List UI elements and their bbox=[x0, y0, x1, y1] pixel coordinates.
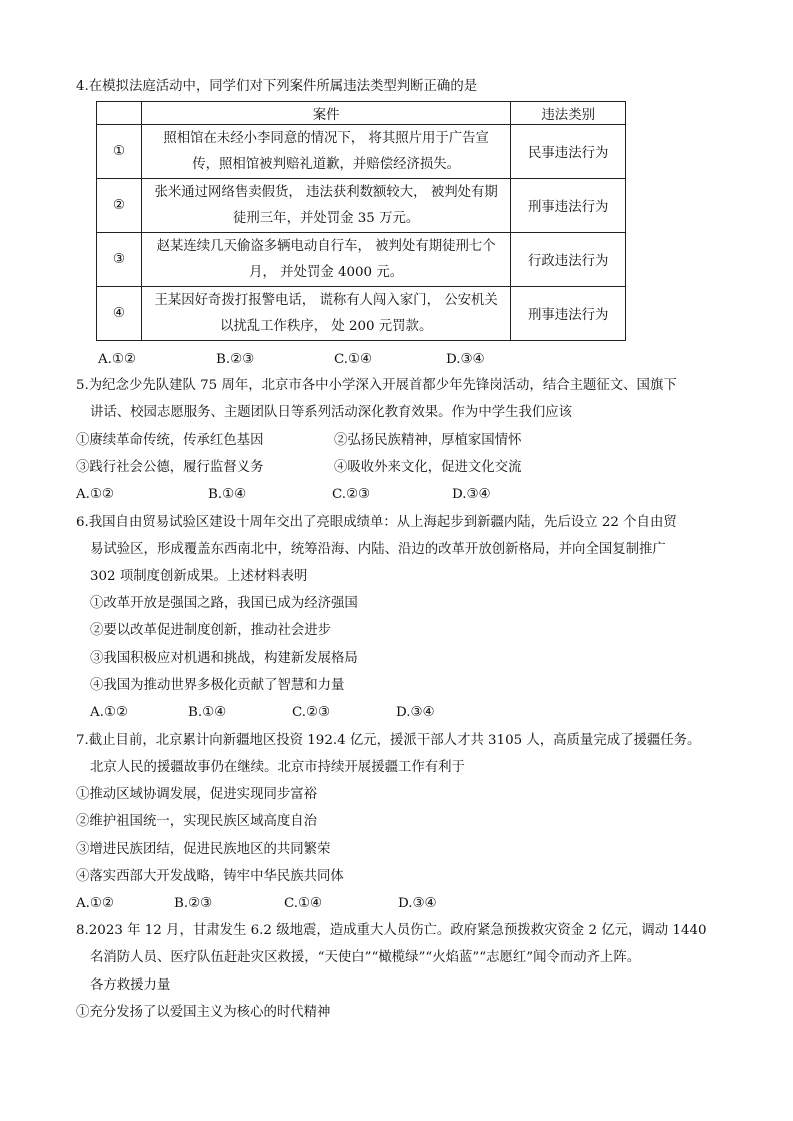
option-c[interactable]: C.②③ bbox=[292, 705, 331, 720]
case-line: 赵某连续几天偷盗多辆电动自行车， 被判处有期徒刑七个 bbox=[156, 238, 496, 254]
option-d[interactable]: D.③④ bbox=[446, 352, 485, 367]
header-case: 案件 bbox=[141, 102, 511, 125]
q7-item-3: ③增进民族团结，促进民族地区的共同繁荣 bbox=[76, 842, 331, 857]
option-b[interactable]: B.①④ bbox=[188, 705, 227, 720]
q5-stem-line2: 讲话、校园志愿服务、主题团队日等系列活动深化教育效果。作为中学生我们应该 bbox=[90, 405, 573, 420]
q6-item-4: ④我国为推动世界多极化贡献了智慧和力量 bbox=[90, 678, 345, 693]
row-num: ① bbox=[97, 125, 142, 179]
table-header-row bbox=[97, 102, 626, 125]
q6-stem-line2: 易试验区，形成覆盖东西南北中，统筹沿海、内陆、沿边的改革开放创新格局，并向全国复制推广 bbox=[90, 542, 666, 557]
q7-item-4: ④落实西部大开发战略，铸牢中华民族共同体 bbox=[76, 869, 344, 884]
option-d[interactable]: D.③④ bbox=[396, 705, 435, 720]
q7-item-2: ②维护祖国统一，实现民族区域高度自治 bbox=[76, 814, 318, 829]
q7-item-1: ①推动区域协调发展，促进实现同步富裕 bbox=[76, 787, 318, 802]
q5-item-2: ②弘扬民族精神，厚植家国情怀 bbox=[334, 433, 522, 448]
q8-stem-line2: 名消防人员、医疗队伍赶赴灾区救援，“天使白”“橄榄绿”“火焰蓝”“志愿红”闻令而动齐上阵。 bbox=[90, 950, 641, 965]
q7-stem-line1: 7.截止目前，北京累计向新疆地区投资 192.4 亿元，援派干部人才共 3105 人，高质量完成了援疆任务。 bbox=[76, 733, 701, 748]
case-line: 月， 并处罚金 4000 元。 bbox=[249, 264, 404, 280]
q6-stem-line1: 6.我国自由贸易试验区建设十周年交出了亮眼成绩单：从上海起步到新疆内陆，先后设立 22 个自由贸 bbox=[76, 515, 677, 530]
case-line: 张米通过网络售卖假货， 违法获利数额较大， 被判处有期 bbox=[154, 184, 498, 200]
option-b[interactable]: B.②③ bbox=[174, 896, 213, 911]
table-row bbox=[97, 287, 626, 341]
row-case bbox=[141, 287, 511, 341]
q6-item-2: ②要以改革促进制度创新，推动社会进步 bbox=[90, 623, 332, 638]
option-a[interactable]: A.①② bbox=[76, 487, 114, 502]
option-c[interactable]: C.①④ bbox=[284, 896, 323, 911]
option-b[interactable]: B.①④ bbox=[208, 487, 247, 502]
option-a[interactable]: A.①② bbox=[76, 896, 114, 911]
option-a[interactable]: A.①② bbox=[90, 705, 128, 720]
case-line: 照相馆在未经小李同意的情况下， 将其照片用于广告宣 bbox=[163, 130, 489, 146]
row-type: 行政违法行为 bbox=[511, 233, 626, 287]
option-d[interactable]: D.③④ bbox=[398, 896, 437, 911]
case-line: 徒刑三年，并处罚金 35 万元。 bbox=[233, 210, 420, 226]
table-row bbox=[97, 233, 626, 287]
row-num: ④ bbox=[97, 287, 142, 341]
option-b[interactable]: B.②③ bbox=[216, 352, 255, 367]
q4-case-table bbox=[96, 101, 626, 341]
case-line: 传，照相馆被判赔礼道歉，并赔偿经济损失。 bbox=[192, 156, 461, 172]
q5-stem-line1: 5.为纪念少先队建队 75 周年，北京市各中小学深入开展首都少年先锋岗活动，结合主题征文、国旗下 bbox=[76, 378, 677, 393]
table-row bbox=[97, 179, 626, 233]
q5-item-4: ④吸收外来文化，促进文化交流 bbox=[334, 460, 522, 475]
option-a[interactable]: A.①② bbox=[98, 352, 136, 367]
q4-stem: 4.在模拟法庭活动中，同学们对下列案件所属违法类型判断正确的是 bbox=[76, 79, 478, 94]
q8-stem-line3: 各方救援力量 bbox=[90, 978, 171, 993]
header-num bbox=[97, 102, 142, 125]
q5-item-3: ③践行社会公德，履行监督义务 bbox=[76, 460, 264, 475]
row-case bbox=[141, 125, 511, 179]
option-d[interactable]: D.③④ bbox=[452, 487, 491, 502]
case-line: 王某因好奇拨打报警电话， 谎称有人闯入家门， 公安机关 bbox=[154, 292, 498, 308]
row-num: ③ bbox=[97, 233, 142, 287]
q6-item-3: ③我国积极应对机遇和挑战，构建新发展格局 bbox=[90, 651, 358, 666]
row-num: ② bbox=[97, 179, 142, 233]
row-type: 刑事违法行为 bbox=[511, 287, 626, 341]
q8-stem-line1: 8.2023 年 12 月，甘肃发生 6.2 级地震，造成重大人员伤亡。政府紧急预拨救灾资金 2 亿元，调动 1440 bbox=[76, 923, 707, 938]
option-c[interactable]: C.①④ bbox=[334, 352, 373, 367]
q5-item-1: ①赓续革命传统，传承红色基因 bbox=[76, 433, 264, 448]
q6-stem-line3: 302 项制度创新成果。上述材料表明 bbox=[90, 569, 308, 584]
table-row bbox=[97, 125, 626, 179]
case-line: 以扰乱工作秩序， 处 200 元罚款。 bbox=[219, 318, 433, 334]
option-c[interactable]: C.②③ bbox=[332, 487, 371, 502]
q8-item-1: ①充分发扬了以爱国主义为核心的时代精神 bbox=[76, 1005, 331, 1020]
row-case bbox=[141, 233, 511, 287]
q7-stem-line2: 北京人民的援疆故事仍在继续。北京市持续开展援疆工作有利于 bbox=[90, 760, 465, 775]
row-type: 刑事违法行为 bbox=[511, 179, 626, 233]
row-type: 民事违法行为 bbox=[511, 125, 626, 179]
header-type: 违法类别 bbox=[511, 102, 626, 125]
q6-item-1: ①改革开放是强国之路，我国已成为经济强国 bbox=[90, 596, 358, 611]
row-case bbox=[141, 179, 511, 233]
